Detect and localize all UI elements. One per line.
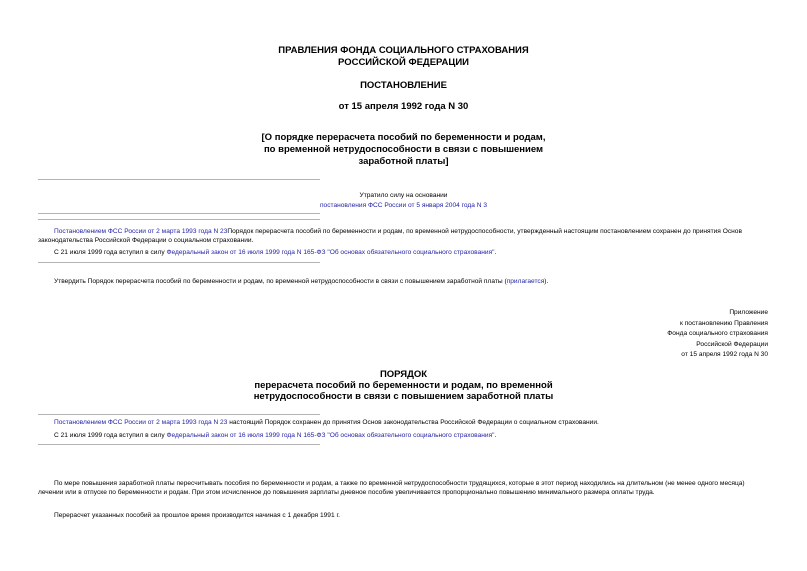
doc-title-line3: заработной платы] [358, 156, 449, 167]
divider [38, 444, 320, 445]
approve-text: Утвердить Порядок перерасчета пособий по беременности и родам, по временной нетрудоспособности в связи с повышением заработной платы ( [54, 278, 507, 285]
divider [38, 219, 320, 220]
lost-force-link-line [0, 201, 807, 210]
note1-law-link[interactable]: Федеральный закон от 16 июля 1999 года N 165-ФЗ "Об основах обязательного социального страхования" [166, 249, 495, 256]
order-title: ПОРЯДОК [379, 369, 428, 380]
note2-line2 [38, 431, 768, 440]
note1-line2 [38, 248, 768, 257]
lost-force-text: Утратило силу на основании [359, 192, 448, 199]
org-title-line2: РОССИЙСКОЙ ФЕДЕРАЦИИ [337, 57, 469, 68]
appendix-line5: от 15 апреля 1992 года N 30 [681, 351, 768, 358]
order-subtitle-line2: нетрудоспособности в связи с повышением заработной платы [253, 391, 554, 402]
approve-link[interactable]: прилагается [506, 278, 545, 285]
note2-law-link[interactable]: Федеральный закон от 16 июля 1999 года N 165-ФЗ "Об основах обязательного социального страхования" [166, 432, 495, 439]
divider [38, 414, 320, 415]
approve-paragraph [38, 277, 768, 286]
org-title-line1: ПРАВЛЕНИЯ ФОНДА СОЦИАЛЬНОГО СТРАХОВАНИЯ [278, 45, 529, 56]
approve-suffix: ). [544, 278, 549, 285]
appendix-line3: Фонда социального страхования [667, 330, 768, 337]
lost-force-link[interactable]: постановления ФСС России от 5 января 2004 года N 3 [319, 202, 488, 209]
note2-line2-prefix: С 21 июля 1999 года вступил в силу [54, 432, 165, 439]
order-subtitle-line1: перерасчета пособий по беременности и родам, по временной [254, 380, 553, 391]
appendix-line1: Приложение [729, 309, 768, 316]
note1-line2-suffix: . [494, 249, 497, 256]
doc-type: ПОСТАНОВЛЕНИЕ [360, 80, 447, 91]
appendix-line2: к постановлению Правления [680, 319, 768, 327]
note1-paragraph [38, 227, 768, 245]
divider [38, 179, 320, 180]
doc-title-line2: по временной нетрудоспособности в связи с повышением [263, 144, 544, 155]
note1-text: Порядок перерасчета пособий по беременности и родам, по временной нетрудоспособности, утвержденный настоящим постановлением сохранен до принятия Основ законодательства Российской Федерации о социальном страховании. [38, 228, 742, 244]
doc-date: от 15 апреля 1992 года N 30 [338, 101, 469, 112]
appendix-block [568, 308, 768, 361]
note2-text: настоящий Порядок сохранен до принятия Основ законодательства Российской Федерации о социальном страховании. [227, 419, 599, 426]
note2-paragraph [38, 418, 768, 427]
divider [38, 262, 320, 263]
body-paragraph-2: Перерасчет указанных пособий за прошлое время производится начиная с 1 декабря 1991 г. [54, 512, 340, 519]
doc-title-line1: [О порядке перерасчета пособий по беременности и родам, [261, 132, 546, 143]
note2-link[interactable]: Постановлением ФСС России от 2 марта 1993 года N 23 [54, 419, 228, 426]
divider [38, 213, 320, 214]
note2-line2-suffix: . [494, 432, 497, 439]
appendix-line4: Российской Федерации [696, 340, 768, 348]
note1-line2-prefix: С 21 июля 1999 года вступил в силу [54, 249, 165, 256]
body-paragraph-1: По мере повышения заработной платы пересчитывать пособия по беременности и родам, а также по временной нетрудоспособности трудящихся, которые в этот период находились на длительном (не менее одного месяца) лечении или в отпуске по беременности и родам. При этом исчисленное до повышения зарплаты дневное пособие увеличивается пропорционально повышению минимального размера оплаты труда. [38, 480, 745, 496]
note1-link[interactable]: Постановлением ФСС России от 2 марта 1993 года N 23 [54, 228, 228, 235]
